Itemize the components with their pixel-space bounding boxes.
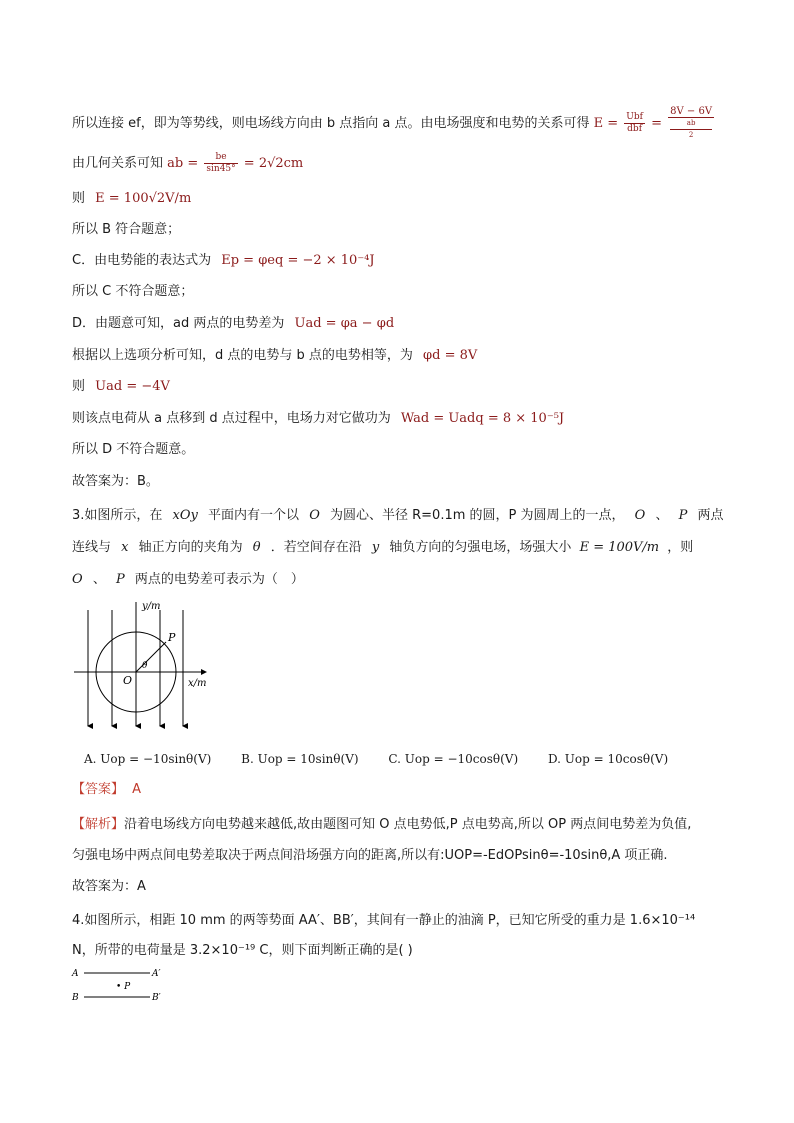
solution-line-5 [72,252,375,270]
label-b2: B′ [152,993,161,1003]
answer-tag: 【答案】 [72,782,125,797]
formula: φd = 8V [423,348,478,363]
t: O [72,572,83,587]
t: 两点 [697,508,724,523]
t: 、 [655,508,669,523]
denominator: dbf [627,124,643,134]
label-p: • P [116,982,131,992]
formula: Uad = φa − φd [294,316,395,331]
t: 两点的电势差可表示为（ ） [134,572,304,587]
q4-line-1: 4.如图所示，相距 10 mm 的两等势面 AA′、BB′，其间有一静止的油滴 P，已知它所受的重力是 1.6×10⁻¹⁴ [72,913,696,928]
formula: Wad = Uadq = 8 × 10⁻⁵J [400,411,565,426]
text: 则 [72,379,86,394]
y-label: y/m [142,601,161,612]
label-a2: A′ [152,969,161,979]
solution-line-4: 所以 B 符合题意； [72,222,181,237]
t: 、 [92,572,106,587]
numerator: Ubf [626,112,643,122]
text: C．由电势能的表达式为 [72,253,212,268]
q4-line-2: N，所带的电荷量是 3.2×10⁻¹⁹ C，则下面判断正确的是( ) [72,943,413,958]
op-line [136,642,166,672]
e-symbol: E = [593,116,619,131]
option-a: A. Uop = −10sinθ(V) [84,752,212,766]
text: 所以连接 ef，即为等势线，则电场线方向由 b 点指向 a 点。由电场强度和电势的关系可得 [72,116,590,131]
solution-line-10 [72,410,564,428]
numerator: be [204,152,237,164]
theta-label: θ [142,661,148,671]
t: xOy [172,508,198,523]
t: O [634,508,646,523]
den-top: ab [670,118,712,130]
q3-figure [70,598,220,730]
formula-e [593,106,716,139]
t: P [678,508,688,523]
formula: Ep = φeq = −2 × 10⁻⁴J [221,253,375,268]
q3-line-1 [72,507,724,525]
fraction-2 [668,106,714,141]
x-label: x/m [188,678,207,689]
t: y [371,540,380,555]
q3-analysis-2: 匀强电场中两点间电势差取决于两点间沿场强方向的距离,所以有:UOP=-EdOPsinθ=-10sinθ,A 项正确. [72,848,668,863]
t: ，则 [667,540,694,555]
t: θ [252,540,261,555]
solution-line-7 [72,315,394,333]
solution-line-1 [72,106,716,141]
t: 轴负方向的匀强电场，场强大小 [389,540,572,555]
formula-ab [167,152,304,174]
label-a: A [72,969,79,979]
t: P [115,572,125,587]
t: 轴正方向的夹角为 [138,540,243,555]
q3-final: 故答案为：A [72,879,146,894]
solution-line-12: 故答案为：B。 [72,474,159,489]
q3-options [84,750,694,768]
text: 沿着电场线方向电势越来越低,故由题图可知 O 点电势低,P 点电势高,所以 OP 两点间电势差为负值, [124,817,692,832]
t: 平面内有一个以 [208,508,300,523]
numerator: 8V − 6V [670,106,713,117]
t: E = 100V/m [579,540,660,555]
formula: Uad = −4V [95,379,170,394]
den-bottom: 2 [688,131,694,139]
t: 连线与 [72,540,112,555]
text: 由几何关系可知 [72,156,164,171]
text: D．由题意可知，ad 两点的电势差为 [72,316,285,331]
answer-value: A [132,782,142,797]
option-c: C. Uop = −10cosθ(V) [388,752,519,766]
t: x [121,540,129,555]
text: 则 [72,191,86,206]
equals: = [651,116,662,131]
q3-line-3 [72,571,304,589]
lhs: ab = [167,156,199,171]
denominator: sin45° [206,164,236,174]
analysis-tag: 【解析】 [72,817,125,832]
t: O [309,508,320,523]
rhs: = 2√2cm [243,156,304,171]
solution-line-9 [72,378,170,396]
t: 3.如图所示，在 [72,508,163,523]
fraction-1 [624,112,645,135]
solution-line-11: 所以 D 不符合题意。 [72,442,195,457]
solution-line-6: 所以 C 不符合题意； [72,284,194,299]
o-label: O [123,674,133,687]
fraction [204,152,237,175]
q4-figure [70,964,180,1006]
solution-line-8 [72,347,477,365]
t: ．若空间存在沿 [270,540,362,555]
option-d: D. Uop = 10cosθ(V) [547,752,669,766]
label-b: B [72,993,79,1003]
solution-line-3 [72,190,191,208]
denominator [668,118,714,141]
formula: E = 100√2V/m [95,191,192,206]
t: 为圆心、半径 R=0.1m 的圆，P 为圆周上的一点， [330,508,625,523]
q3-analysis-1 [72,816,691,834]
text: 根据以上选项分析可知，d 点的电势与 b 点的电势相等，为 [72,348,413,363]
q3-answer [72,781,141,799]
q3-line-2 [72,539,693,557]
solution-line-2 [72,152,303,175]
p-label: P [168,631,176,644]
text: 则该点电荷从 a 点移到 d 点过程中，电场力对它做功为 [72,411,391,426]
option-b: B. Uop = 10sinθ(V) [241,752,359,766]
